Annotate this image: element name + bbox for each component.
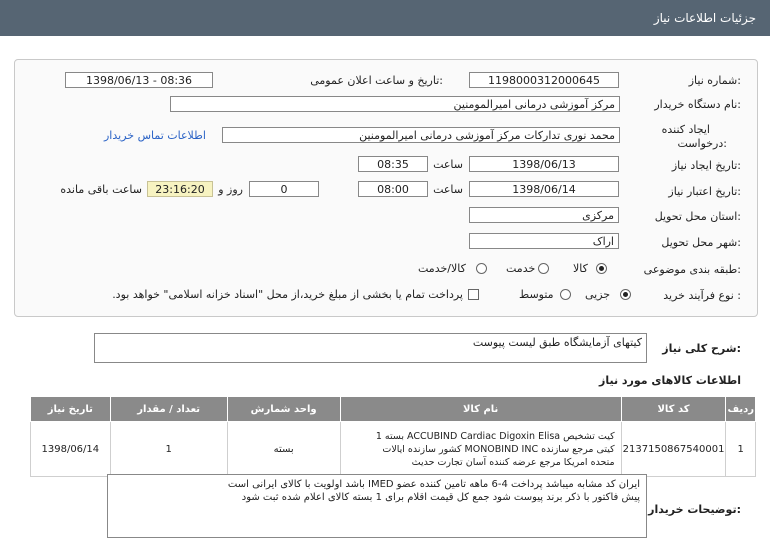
need-number-label: شماره نیاز: xyxy=(688,74,741,87)
valid-date-label: تاریخ اعتبار نیاز: xyxy=(668,185,741,198)
province-label: استان محل تحویل: xyxy=(654,210,741,223)
goods-table-header xyxy=(31,397,756,422)
cell-name-line3: متحده امریکا مرجع عرضه کننده آسان تجارت حدیث xyxy=(411,456,615,468)
city-label: شهر محل تحویل: xyxy=(661,236,741,249)
col-name: نام کالا xyxy=(340,397,621,422)
cell-code: 2137150867540001 xyxy=(621,422,726,477)
category-service-radio[interactable] xyxy=(538,263,549,274)
col-code: کد کالا xyxy=(621,397,726,422)
col-date: تاریخ نیاز xyxy=(31,397,111,422)
category-service-label: خدمت xyxy=(506,262,536,275)
cell-name xyxy=(340,422,621,477)
treasury-payment-checkbox[interactable] xyxy=(468,289,479,300)
category-goods-service-label: کالا/خدمت xyxy=(418,262,466,275)
remaining-time-label: ساعت باقی مانده xyxy=(60,183,142,196)
buyer-org-field[interactable]: مرکز آموزشی درمانی امیرالمومنین xyxy=(170,96,620,112)
buyer-org-label: نام دستگاه خریدار: xyxy=(654,98,741,111)
create-time-field[interactable]: 08:35 xyxy=(358,156,428,172)
buyer-contact-link[interactable]: اطلاعات تماس خریدار xyxy=(104,129,206,142)
creator-label-line1: ایجاد کننده xyxy=(661,123,710,136)
table-row[interactable] xyxy=(31,422,756,477)
buyer-notes-line2: پیش فاکتور با ذکر برند پیوست شود جمع کل قیمت اقلام برای 1 بسته کالای اعلام شده ثبت شود xyxy=(241,492,640,503)
create-date-label: تاریخ ایجاد نیاز: xyxy=(671,159,741,172)
buyer-notes-field xyxy=(107,474,647,538)
cell-name-line1: کیت تشخیص ACCUBIND Cardiac Digoxin Elisa بسته 1 xyxy=(375,430,615,442)
create-date-field[interactable]: 1398/06/13 xyxy=(469,156,619,172)
creator-label-line2: درخواست: xyxy=(677,137,727,150)
title-bar xyxy=(0,0,770,36)
category-goods-label: کالا xyxy=(573,262,588,275)
valid-date-field[interactable]: 1398/06/14 xyxy=(469,181,619,197)
col-unit: واحد شمارش xyxy=(227,397,340,422)
cell-date: 1398/06/14 xyxy=(31,422,111,477)
city-field[interactable]: اراک xyxy=(469,233,619,249)
cell-name-line2: کیتی مرجع سازنده MONOBIND INC کشور سازنده ایالات xyxy=(382,443,615,455)
buyer-notes-line1: ایران کد مشابه میباشد پرداخت 4-6 ماهه تامین کننده عضو IMED باشد اولویت با کالای ایرانی است xyxy=(227,479,640,490)
summary-label: شرح کلی نیاز: xyxy=(662,342,741,355)
valid-time-label: ساعت xyxy=(433,183,463,196)
valid-time-field[interactable]: 08:00 xyxy=(358,181,428,197)
process-medium-radio[interactable] xyxy=(560,289,571,300)
create-time-label: ساعت xyxy=(433,158,463,171)
page-title: جزئیات اطلاعات نیاز xyxy=(653,11,756,25)
col-index: ردیف xyxy=(726,397,756,422)
cell-index: 1 xyxy=(726,422,756,477)
cell-unit: بسته xyxy=(227,422,340,477)
province-field[interactable]: مرکزی xyxy=(469,207,619,223)
process-type-label: نوع فرآیند خرید : xyxy=(663,289,741,302)
creator-field[interactable]: محمد نوری تدارکات مرکز آموزشی درمانی امیرالمومنین xyxy=(222,127,620,143)
announce-datetime-field[interactable]: 1398/06/13 - 08:36 xyxy=(65,72,213,88)
goods-table xyxy=(30,396,756,477)
summary-field[interactable]: کیتهای آزمایشگاه طبق لیست پیوست xyxy=(94,333,647,363)
need-number-field[interactable]: 1198000312000645 xyxy=(469,72,619,88)
cell-qty: 1 xyxy=(110,422,227,477)
remaining-days-field[interactable]: 0 xyxy=(249,181,319,197)
buyer-notes-label: توضیحات خریدار: xyxy=(648,503,741,516)
process-minor-label: جزیی xyxy=(585,288,611,301)
goods-section-title: اطلاعات کالاهای مورد نیاز xyxy=(599,374,741,387)
remaining-days-label: روز و xyxy=(218,183,243,196)
col-qty: تعداد / مقدار xyxy=(110,397,227,422)
process-minor-radio[interactable] xyxy=(620,289,631,300)
category-goods-service-radio[interactable] xyxy=(476,263,487,274)
remaining-time-field: 23:16:20 xyxy=(147,181,213,197)
announce-datetime-label: تاریخ و ساعت اعلان عمومی: xyxy=(310,74,443,87)
treasury-payment-note: پرداخت تمام یا بخشی از مبلغ خرید،از محل "اسناد خزانه اسلامی" خواهد بود. xyxy=(112,288,463,301)
category-label: طبقه بندی موضوعی: xyxy=(643,263,741,276)
process-medium-label: متوسط xyxy=(519,288,554,301)
category-goods-radio[interactable] xyxy=(596,263,607,274)
